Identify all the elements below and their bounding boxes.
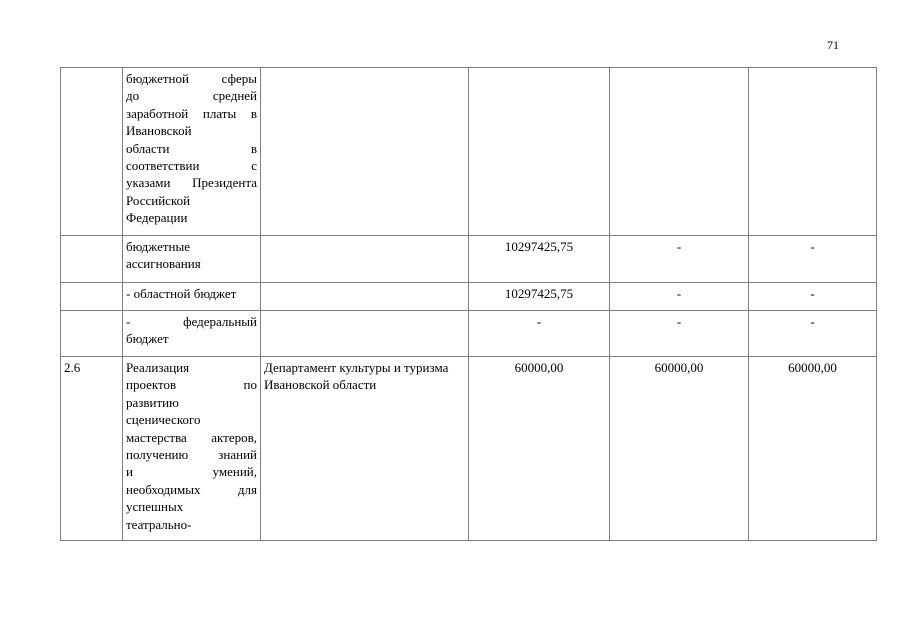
cell-amount-y1: 60000,00 (469, 357, 610, 541)
page-number: 71 (827, 38, 839, 52)
cell-amount-y2: 60000,00 (610, 357, 749, 541)
activity-name-line: бюджетные (126, 239, 191, 254)
activity-name-line: проектов по (126, 377, 257, 393)
activity-name-line: развитию (126, 394, 179, 410)
cell-number (61, 236, 123, 283)
cell-activity-name (123, 357, 261, 541)
activity-name-line: мастерства актеров, (126, 429, 257, 445)
cell-number: 2.6 (61, 357, 123, 541)
cell-amount-y1: 10297425,75 (469, 236, 610, 283)
cell-activity-name (123, 283, 261, 311)
activity-name-line: до средней (126, 88, 257, 104)
cell-executor: Департамент культуры и туризма Ивановской области (261, 357, 469, 541)
activity-name-line: Российской (126, 192, 191, 208)
cell-amount-y3 (749, 68, 877, 236)
cell-activity-name (123, 236, 261, 283)
cell-number (61, 68, 123, 236)
cell-amount-y1 (469, 68, 610, 236)
cell-amount-y3: - (749, 311, 877, 357)
table-row (61, 357, 877, 541)
activity-name-line: и умений, (126, 464, 257, 480)
activity-name-line: заработной платы в (126, 105, 257, 121)
cell-executor (261, 236, 469, 283)
cell-executor (261, 283, 469, 311)
cell-amount-y2: - (610, 283, 749, 311)
budget-table (60, 67, 877, 541)
activity-name-line: - областной бюджет (126, 286, 237, 301)
cell-number (61, 311, 123, 357)
cell-number (61, 283, 123, 311)
activity-name-line: указами Президента (126, 175, 257, 191)
table-row (61, 283, 877, 311)
cell-amount-y3: - (749, 283, 877, 311)
cell-amount-y1: - (469, 311, 610, 357)
cell-amount-y3: 60000,00 (749, 357, 877, 541)
activity-name-line: области в (126, 140, 257, 156)
cell-amount-y3: - (749, 236, 877, 283)
cell-activity-name (123, 311, 261, 357)
activity-name-line: театрально- (126, 516, 192, 532)
table-row (61, 311, 877, 357)
activity-name-line: ассигнования (126, 256, 201, 272)
activity-name-line: получению знаний (126, 447, 257, 463)
cell-activity-name (123, 68, 261, 236)
cell-amount-y2: - (610, 236, 749, 283)
activity-name-line: бюджетной сферы (126, 71, 257, 86)
activity-name-line: успешных (126, 499, 184, 515)
cell-executor (261, 68, 469, 236)
activity-name-line: Реализация (126, 360, 190, 375)
table-row (61, 68, 877, 236)
activity-name-line: Федерации (126, 210, 188, 226)
table-row (61, 236, 877, 283)
cell-amount-y2: - (610, 311, 749, 357)
cell-executor (261, 311, 469, 357)
activity-name-line: - федеральный (126, 314, 257, 329)
activity-name-line: бюджет (126, 331, 169, 347)
table-body (61, 68, 877, 541)
activity-name-line: необходимых для (126, 481, 257, 497)
cell-amount-y1: 10297425,75 (469, 283, 610, 311)
activity-name-line: сценического (126, 412, 201, 428)
cell-amount-y2 (610, 68, 749, 236)
activity-name-line: Ивановской (126, 123, 192, 139)
activity-name-line: соответствии с (126, 158, 257, 174)
